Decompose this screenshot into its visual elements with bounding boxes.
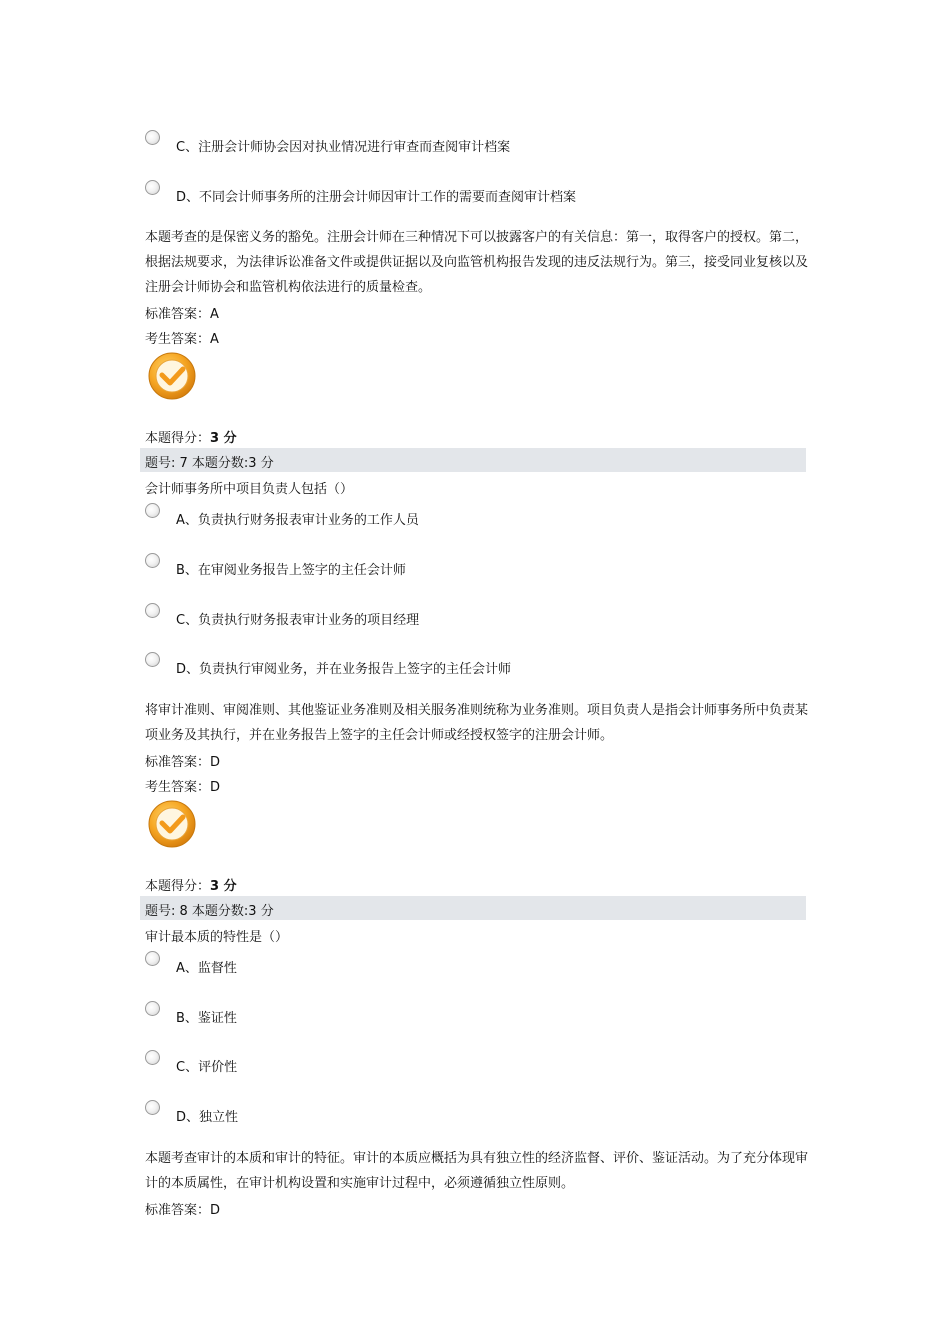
q6-score bbox=[145, 427, 237, 446]
radio-button-icon[interactable] bbox=[145, 1050, 160, 1065]
q8-standard-answer: 标准答案：D bbox=[145, 1203, 221, 1218]
q8-header-bar bbox=[140, 896, 806, 920]
q7-question: 会计师事务所中项目负责人包括（） bbox=[145, 482, 354, 497]
radio-button-icon[interactable] bbox=[145, 553, 160, 568]
option-label: C、注册会计师协会因对执业情况进行审查而查阅审计档案 bbox=[176, 140, 511, 155]
q8-header: 题号: 8 本题分数:3 分 bbox=[145, 904, 274, 919]
radio-button-icon[interactable] bbox=[145, 130, 160, 145]
option-label: D、不同会计师事务所的注册会计师因审计工作的需要而查阅审计档案 bbox=[176, 190, 577, 205]
option-label: D、独立性 bbox=[176, 1110, 239, 1125]
score-label: 本题得分： bbox=[145, 879, 211, 894]
radio-button-icon[interactable] bbox=[145, 652, 160, 667]
option-label: C、评价性 bbox=[176, 1060, 238, 1075]
q6-explanation: 本题考查的是保密义务的豁免。注册会计师在三种情况下可以披露客户的有关信息：第一，取得客户的授权。第二，根据法规要求，为法律诉讼准备文件或提供证据以及向监管机构报告发现的违反法规行为。第三，接受同业复核以及注册会计师协会和监管机构依法进行的质量检查。 bbox=[145, 230, 809, 295]
q7-student-answer: 考生答案：D bbox=[145, 780, 221, 795]
option-label: B、在审阅业务报告上签字的主任会计师 bbox=[176, 563, 406, 578]
q7-header-bar bbox=[140, 448, 806, 472]
radio-button-icon[interactable] bbox=[145, 180, 160, 195]
radio-button-icon[interactable] bbox=[145, 951, 160, 966]
score-value: 3 分 bbox=[210, 879, 237, 894]
radio-button-icon[interactable] bbox=[145, 1001, 160, 1016]
q7-score bbox=[145, 875, 237, 894]
q7-header: 题号: 7 本题分数:3 分 bbox=[145, 456, 274, 471]
radio-button-icon[interactable] bbox=[145, 1100, 160, 1115]
radio-button-icon[interactable] bbox=[145, 603, 160, 618]
correct-check-icon bbox=[147, 351, 197, 401]
q8-explanation: 本题考查审计的本质和审计的特征。审计的本质应概括为具有独立性的经济监督、评价、鉴证活动。为了充分体现审计的本质属性，在审计机构设置和实施审计过程中，必须遵循独立性原则。 bbox=[145, 1151, 809, 1191]
option-label: A、监督性 bbox=[176, 961, 237, 976]
correct-check-icon bbox=[147, 799, 197, 849]
q8-question: 审计最本质的特性是（） bbox=[145, 930, 289, 945]
option-label: D、负责执行审阅业务，并在业务报告上签字的主任会计师 bbox=[176, 662, 512, 677]
option-label: A、负责执行财务报表审计业务的工作人员 bbox=[176, 513, 419, 528]
q6-standard-answer: 标准答案：A bbox=[145, 307, 219, 322]
q6-student-answer: 考生答案：A bbox=[145, 332, 219, 347]
q7-explanation: 将审计准则、审阅准则、其他鉴证业务准则及相关服务准则统称为业务准则。项目负责人是指会计师事务所中负责某项业务及其执行，并在业务报告上签字的主任会计师或经授权签字的注册会计师。 bbox=[145, 703, 809, 743]
radio-button-icon[interactable] bbox=[145, 503, 160, 518]
option-label: C、负责执行财务报表审计业务的项目经理 bbox=[176, 613, 420, 628]
score-value: 3 分 bbox=[210, 431, 237, 446]
score-label: 本题得分： bbox=[145, 431, 211, 446]
q7-standard-answer: 标准答案：D bbox=[145, 755, 221, 770]
option-label: B、鉴证性 bbox=[176, 1011, 237, 1026]
